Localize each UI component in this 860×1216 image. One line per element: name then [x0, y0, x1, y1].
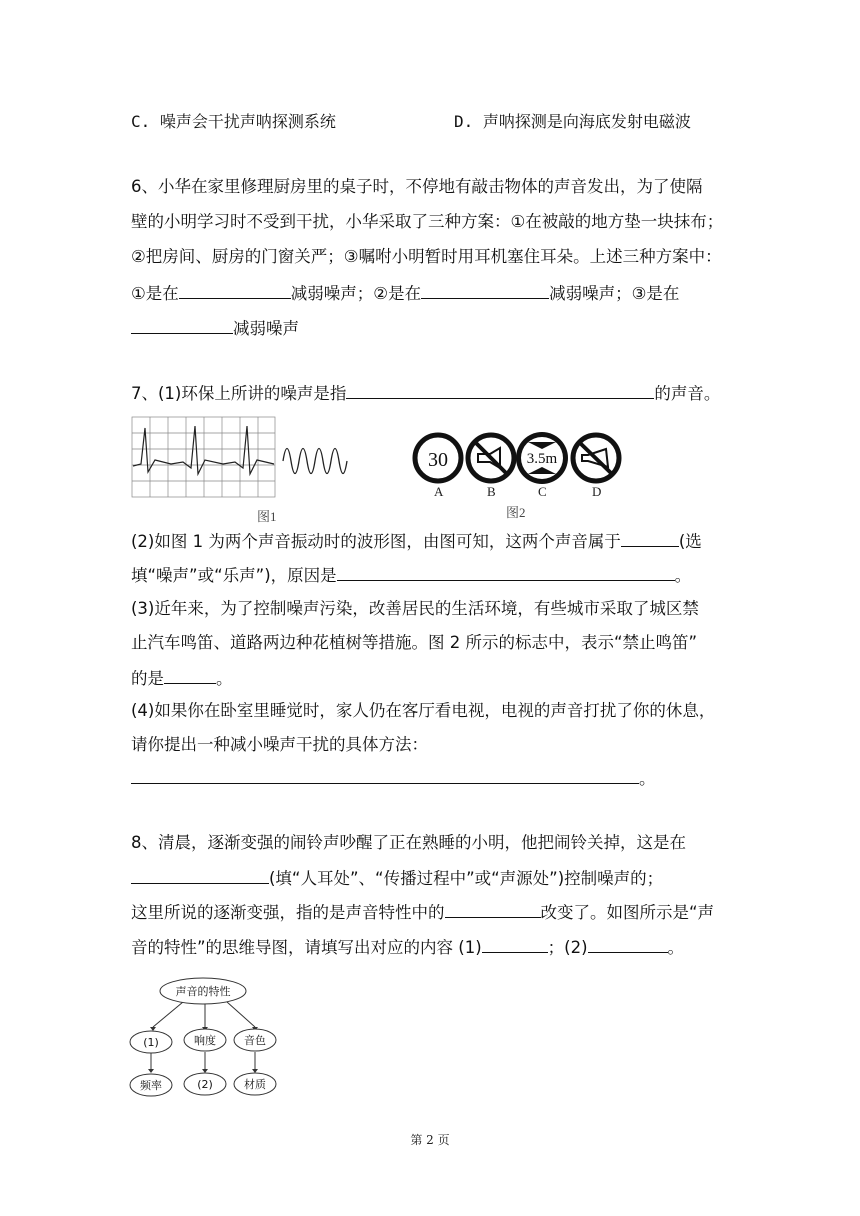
- q7-p2-text-b: (选: [678, 532, 702, 551]
- q7-part-3-line-3: [131, 667, 233, 689]
- mindmap-node-material: 材质: [244, 1078, 266, 1091]
- answer-blank-4[interactable]: [346, 382, 654, 399]
- q6-text-d: 减弱噪声: [233, 319, 299, 338]
- q7-line-1: [131, 382, 720, 404]
- q7-part-4-line-2: 请你提出一种减小噪声干扰的具体方法：: [131, 735, 428, 754]
- waveform-figure: [131, 416, 351, 501]
- mindmap-node-timbre: 音色: [244, 1034, 266, 1047]
- q7-part-4-line-3: [131, 767, 656, 789]
- answer-blank-12[interactable]: [588, 936, 668, 953]
- q7-part-3-line-2: 止汽车鸣笛、道路两边种花植树等措施。图 2 所示的标志中，表示“禁止鸣笛”: [131, 633, 698, 652]
- q7-part-4-line-1: (4)如果你在卧室里睡觉时，家人仍在客厅看电视，电视的声音打扰了你的休息，: [131, 701, 716, 720]
- option-c: C. 噪声会干扰声呐探测系统: [131, 112, 336, 131]
- traffic-signs-figure: [412, 430, 632, 492]
- answer-blank-8[interactable]: [131, 767, 639, 784]
- q8-text-e: 音的特性”的思维导图，请填写出对应的内容 (1): [131, 938, 482, 957]
- sign-label-c: C: [538, 484, 547, 499]
- svg-text:30: 30: [428, 449, 448, 471]
- q7-p3-text-a: 的是: [131, 669, 164, 688]
- sign-label-a: A: [434, 484, 444, 499]
- option-d: D. 声呐探测是向海底发射电磁波: [454, 112, 691, 131]
- answer-blank-7[interactable]: [164, 667, 216, 684]
- music-waveform: [283, 449, 347, 474]
- q7-part-2-line-1: [131, 530, 702, 552]
- mindmap-node-blank-2: (2): [197, 1078, 213, 1091]
- answer-blank-3[interactable]: [131, 317, 233, 334]
- q6-text-c: 减弱噪声；③是在: [549, 284, 680, 303]
- q7-text-a: 7、(1)环保上所讲的噪声是指: [131, 384, 347, 403]
- mindmap-node-pitch: (1): [143, 1036, 159, 1049]
- q8-text-d: 改变了。如图所示是“声: [540, 903, 715, 922]
- figure-2-caption: 图2: [506, 505, 526, 520]
- q8-line-3: [131, 901, 714, 923]
- answer-blank-10[interactable]: [445, 901, 541, 918]
- mind-map: [127, 972, 287, 1107]
- answer-blank-5[interactable]: [621, 530, 679, 547]
- q6-text-a: ①是在: [131, 284, 179, 303]
- q8-text-c: 这里所说的逐渐变强，指的是声音特性中的: [131, 903, 445, 922]
- q7-part-2-line-2: [131, 564, 691, 586]
- svg-text:3.5m: 3.5m: [526, 451, 558, 467]
- answer-blank-6[interactable]: [337, 564, 675, 581]
- q8-text-b: (填“人耳处”、“传播过程中”或“声源处”)控制噪声的；: [269, 869, 664, 888]
- q7-p3-text-b: 。: [216, 669, 233, 688]
- mindmap-root: 声音的特性: [175, 985, 231, 998]
- no-horn-icon: [573, 435, 619, 481]
- height-limit-icon: [516, 432, 568, 484]
- q8-text-g: 。: [667, 938, 685, 957]
- q6-line-2: 壁的小明学习时不受到干扰，小华采取了三种方案：①在被敲的地方垫一块抹布；: [131, 212, 724, 231]
- q8-line-1: 8、清晨，逐渐变强的闹铃声吵醒了正在熟睡的小明，他把闹铃关掉，这是在: [131, 833, 686, 852]
- q7-p2-text-a: (2)如图 1 为两个声音振动时的波形图，由图可知，这两个声音属于: [131, 532, 621, 551]
- page-number: 第 2 页: [410, 1133, 450, 1147]
- q6-text-b: 减弱噪声；②是在: [290, 284, 422, 303]
- q6-line-1: 6、小华在家里修理厨房里的桌子时，不停地有敲击物体的声音发出，为了使隔: [131, 177, 703, 196]
- q7-part-3-line-1: (3)近年来，为了控制噪声污染，改善居民的生活环境，有些城市采取了城区禁: [131, 599, 699, 618]
- mindmap-node-frequency: 频率: [140, 1079, 162, 1092]
- answer-blank-11[interactable]: [482, 936, 548, 953]
- q8-line-4: [131, 936, 684, 958]
- q7-p2-text-c: 填“噪声”或“乐声”)，原因是: [131, 566, 337, 585]
- answer-blank-1[interactable]: [179, 282, 291, 299]
- q6-line-3: ②把房间、厨房的门窗关严；③嘱咐小明暂时用耳机塞住耳朵。上述三种方案中：: [131, 247, 722, 266]
- sign-label-b: B: [487, 484, 496, 499]
- q8-line-2: [131, 867, 663, 889]
- sign-label-d: D: [592, 484, 602, 499]
- q6-line-5: [131, 317, 299, 339]
- answer-blank-9[interactable]: [131, 867, 269, 884]
- answer-blank-2[interactable]: [421, 282, 549, 299]
- q7-p4-text-b: 。: [639, 769, 656, 788]
- speed-limit-icon: [415, 435, 461, 481]
- q6-line-4: [131, 282, 679, 304]
- q8-text-f: ；(2): [547, 938, 588, 957]
- q7-p2-text-d: 。: [674, 566, 692, 585]
- q7-text-b: 的声音。: [654, 384, 721, 403]
- figure-1-caption: 图1: [257, 509, 277, 524]
- mindmap-node-loudness: 响度: [194, 1034, 216, 1047]
- no-honking-icon: [468, 435, 514, 481]
